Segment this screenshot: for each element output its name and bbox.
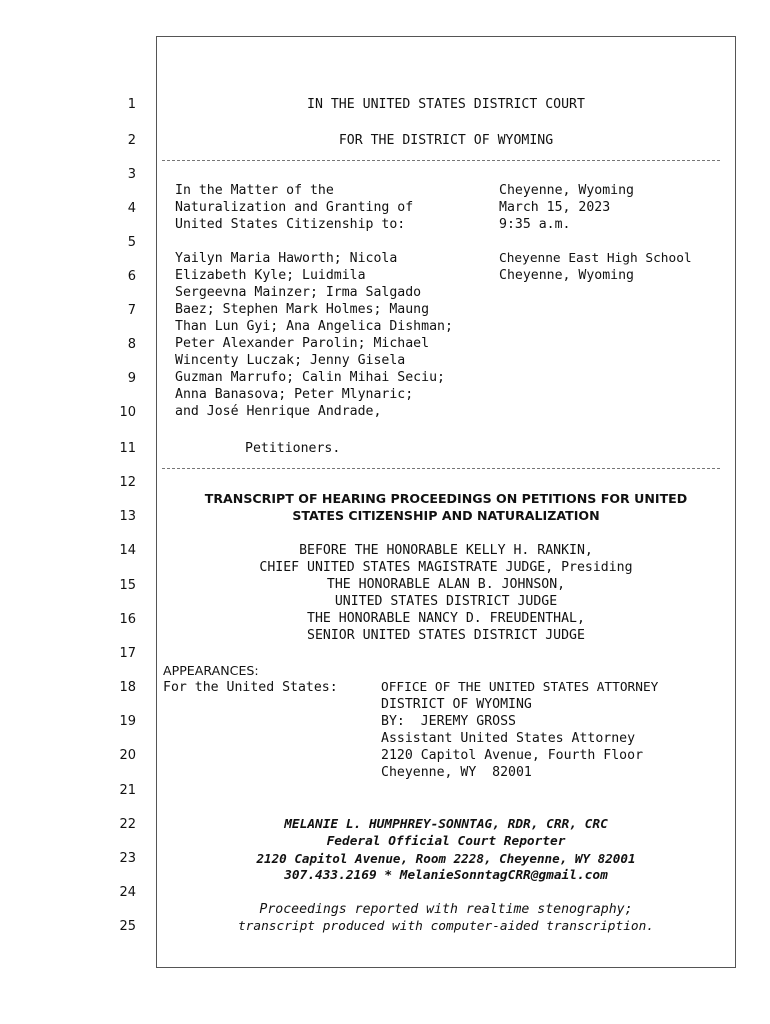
line-number: 18 xyxy=(119,680,136,695)
line-number: 24 xyxy=(119,885,136,900)
line-number: 16 xyxy=(119,612,136,627)
caption-line: Elizabeth Kyle; Luidmila xyxy=(175,268,366,283)
hearing-venue: Cheyenne East High School xyxy=(499,251,692,266)
counsel-line: 2120 Capitol Avenue, Fourth Floor xyxy=(381,748,644,763)
footer-line: Proceedings reported with realtime stenography; xyxy=(259,902,633,917)
line-number: 20 xyxy=(119,748,136,763)
transcript-title-line1: TRANSCRIPT OF HEARING PROCEEDINGS ON PETITIONS FOR UNITED xyxy=(204,491,688,506)
line-number: 3 xyxy=(127,167,136,182)
caption-line: Baez; Stephen Mark Holmes; Maung xyxy=(175,302,430,317)
caption-divider-bottom xyxy=(162,468,720,469)
hearing-location: Cheyenne, Wyoming xyxy=(499,183,634,198)
line-number: 15 xyxy=(119,578,136,593)
judge-line: CHIEF UNITED STATES MAGISTRATE JUDGE, Presiding xyxy=(259,560,633,575)
line-number: 11 xyxy=(119,441,136,456)
counsel-line: BY: JEREMY GROSS xyxy=(381,714,516,729)
line-number: 25 xyxy=(119,919,136,934)
line-number: 14 xyxy=(119,543,136,558)
judge-line: THE HONORABLE ALAN B. JOHNSON, xyxy=(326,577,566,592)
caption-line: Anna Banasova; Peter Mlynaric; xyxy=(175,387,414,402)
reporter-line: MELANIE L. HUMPHREY-SONNTAG, RDR, CRR, CRC xyxy=(284,817,608,832)
line-number: 21 xyxy=(119,783,136,798)
caption-line: Naturalization and Granting of xyxy=(175,200,414,215)
court-district: FOR THE DISTRICT OF WYOMING xyxy=(338,133,554,148)
line-number: 4 xyxy=(127,201,136,216)
appearance-party: For the United States: xyxy=(163,680,338,695)
line-number: 12 xyxy=(119,475,136,490)
counsel-line: DISTRICT OF WYOMING xyxy=(381,697,532,712)
hearing-date: March 15, 2023 xyxy=(499,200,611,215)
line-number: 9 xyxy=(127,371,136,386)
line-number: 13 xyxy=(119,509,136,524)
line-number: 5 xyxy=(127,235,136,250)
judge-line: UNITED STATES DISTRICT JUDGE xyxy=(334,594,558,609)
judge-line: THE HONORABLE NANCY D. FREUDENTHAL, xyxy=(307,611,585,626)
caption-line: Guzman Marrufo; Calin Mihai Seciu; xyxy=(175,370,445,385)
line-number: 7 xyxy=(127,303,136,318)
hearing-time: 9:35 a.m. xyxy=(499,217,571,232)
appearances-heading: APPEARANCES: xyxy=(163,663,259,678)
line-number: 1 xyxy=(127,97,136,112)
caption-line: United States Citizenship to: xyxy=(175,217,406,232)
judge-line: BEFORE THE HONORABLE KELLY H. RANKIN, xyxy=(299,543,593,558)
caption-line: Than Lun Gyi; Ana Angelica Dishman; xyxy=(175,319,453,334)
judge-line: SENIOR UNITED STATES DISTRICT JUDGE xyxy=(307,628,585,643)
line-number: 19 xyxy=(119,714,136,729)
hearing-city: Cheyenne, Wyoming xyxy=(499,268,634,283)
caption-line: Peter Alexander Parolin; Michael xyxy=(175,336,430,351)
court-name: IN THE UNITED STATES DISTRICT COURT xyxy=(307,97,585,112)
line-number: 2 xyxy=(127,133,136,148)
line-number: 17 xyxy=(119,646,136,661)
counsel-line: OFFICE OF THE UNITED STATES ATTORNEY xyxy=(381,680,659,695)
caption-line: and José Henrique Andrade, xyxy=(175,404,382,419)
line-number: 8 xyxy=(127,337,136,352)
caption-line: Yailyn Maria Haworth; Nicola xyxy=(175,251,398,266)
caption-line: In the Matter of the xyxy=(175,183,334,198)
caption-divider-top xyxy=(162,160,720,161)
reporter-line: Federal Official Court Reporter xyxy=(326,834,566,849)
line-number: 23 xyxy=(119,851,136,866)
footer-line: transcript produced with computer-aided transcription. xyxy=(237,919,655,934)
reporter-line: 307.433.2169 * MelanieSonntagCRR@gmail.com xyxy=(284,868,608,883)
line-number: 10 xyxy=(119,405,136,420)
petitioners-label: Petitioners. xyxy=(245,441,341,456)
counsel-line: Cheyenne, WY 82001 xyxy=(381,765,532,780)
line-number: 22 xyxy=(119,817,136,832)
counsel-line: Assistant United States Attorney xyxy=(381,731,636,746)
reporter-line: 2120 Capitol Avenue, Room 2228, Cheyenne, WY 82001 xyxy=(256,851,636,866)
caption-line: Wincenty Luczak; Jenny Gisela xyxy=(175,353,406,368)
transcript-title-line2: STATES CITIZENSHIP AND NATURALIZATION xyxy=(292,508,600,523)
line-number: 6 xyxy=(127,269,136,284)
caption-line: Sergeevna Mainzer; Irma Salgado xyxy=(175,285,422,300)
